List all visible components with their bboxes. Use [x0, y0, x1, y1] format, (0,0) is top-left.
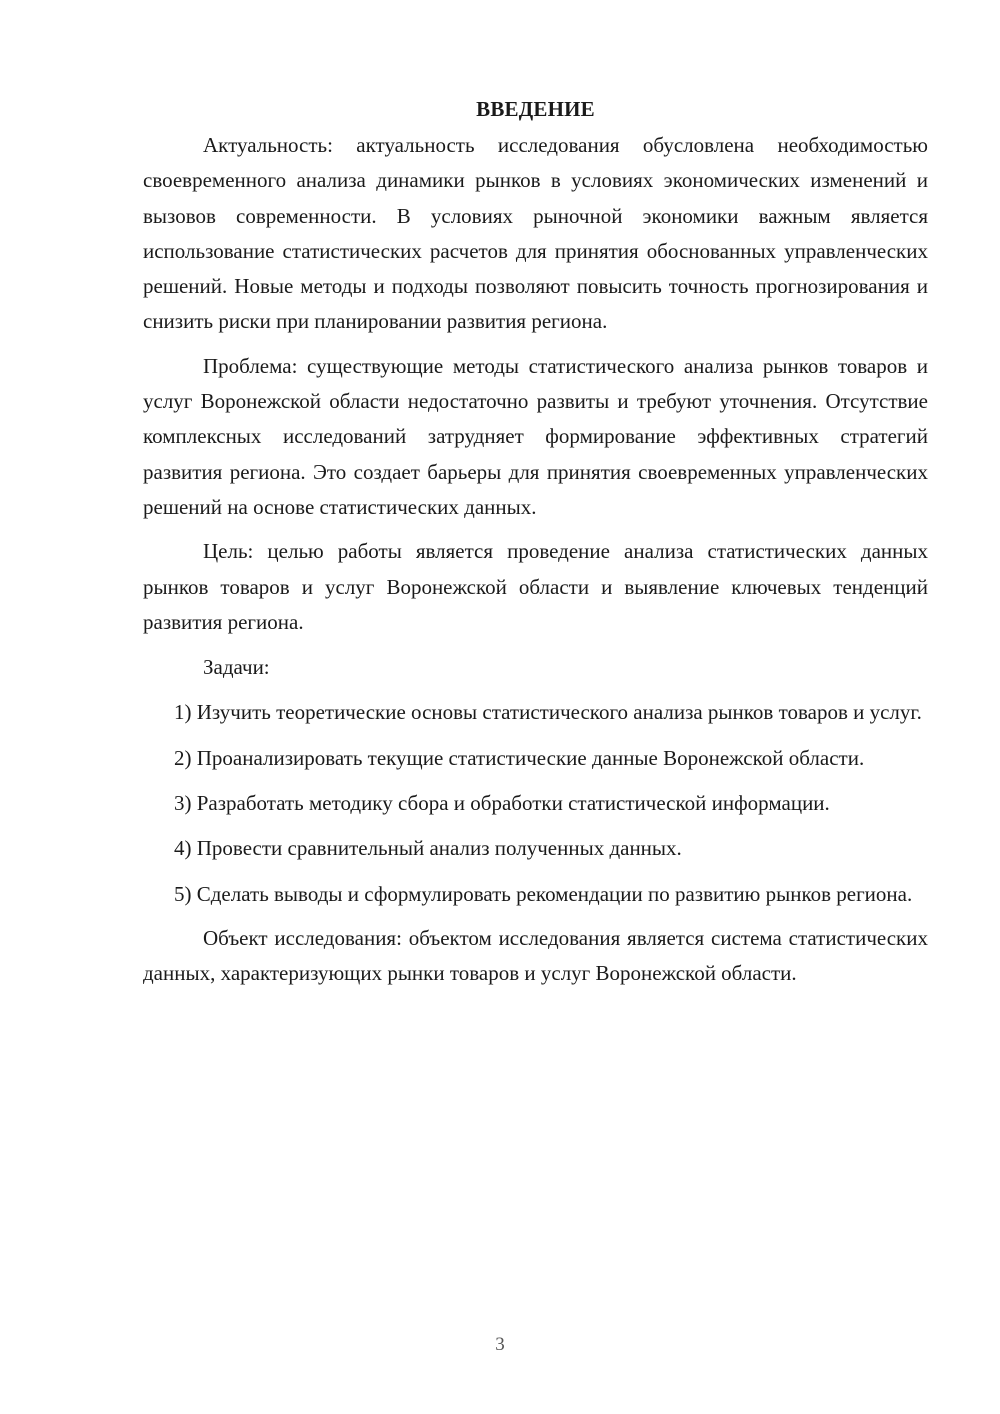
task-item-4: 4) Провести сравнительный анализ полученных данных. — [174, 836, 682, 861]
relevance-paragraph: Актуальность: актуальность исследования обусловлена необходимостью своевременного анализа динамики рынков в условиях экономических изменений и вызовов современности. В условиях рыночной экономики важным является использование статистических расчетов для принятия обоснованных управленческих решений. Новые методы и подходы позволяют повысить точность прогнозирования и снизить риски при планировании развития региона. — [143, 133, 928, 334]
section-heading: ВВЕДЕНИЕ — [476, 97, 595, 121]
tasks-label: Задачи: — [203, 655, 270, 680]
task-item-5: 5) Сделать выводы и сформулировать рекомендации по развитию рынков региона. — [174, 881, 913, 906]
task-item-3: 3) Разработать методику сбора и обработки статистической информации. — [174, 791, 830, 816]
document-page — [143, 92, 928, 992]
task-item-1: 1) Изучить теоретические основы статистического анализа рынков товаров и услуг. — [174, 700, 922, 725]
problem-paragraph: Проблема: существующие методы статистического анализа рынков товаров и услуг Воронежской области недостаточно развиты и требуют уточнения. Отсутствие комплексных исследований затрудняет формирование эффективных стратегий развития региона. Это создает барьеры для принятия своевременных управленческих решений на основе статистических данных. — [143, 353, 928, 519]
object-paragraph: Объект исследования: объектом исследования является система статистических данных, характеризующих рынки товаров и услуг Воронежской области. — [143, 925, 928, 986]
task-item-2: 2) Проанализировать текущие статистические данные Воронежской области. — [174, 745, 865, 770]
goal-paragraph: Цель: целью работы является проведение анализа статистических данных рынков товаров и услуг Воронежской области и выявление ключевых тенденций развития региона. — [143, 539, 928, 634]
tasks-list — [143, 695, 928, 911]
page-number: 3 — [495, 1334, 505, 1355]
